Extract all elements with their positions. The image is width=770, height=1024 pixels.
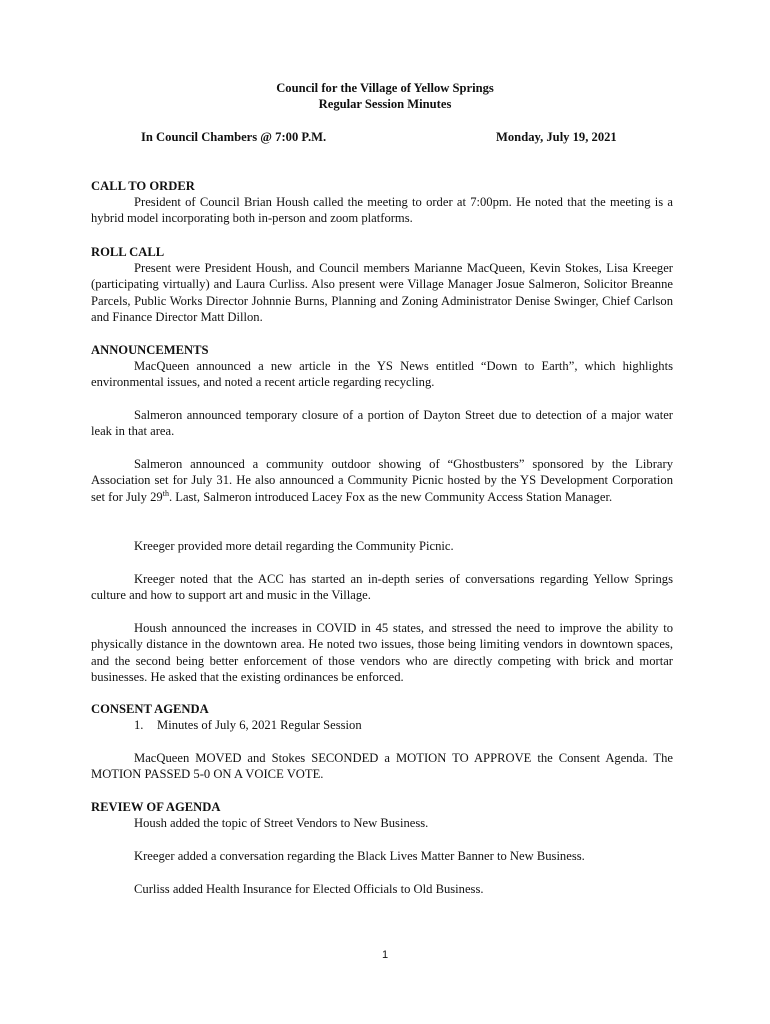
review-agenda-text-3: Curliss added Health Insurance for Elected Officials to Old Business. — [134, 882, 484, 896]
list-item-text: Minutes of July 6, 2021 Regular Session — [157, 718, 362, 732]
document-subtitle: Regular Session Minutes — [318, 97, 452, 111]
announcement-text-2: Salmeron announced temporary closure of a portion of Dayton Street due to detection of a major water leak in that area. — [91, 408, 673, 439]
document-title: Council for the Village of Yellow Springs — [276, 81, 494, 95]
roll-call-paragraph — [91, 260, 673, 325]
review-agenda-text-1: Housh added the topic of Street Vendors to New Business. — [134, 816, 429, 830]
call-to-order-text: President of Council Brian Housh called the meeting to order at 7:00pm. He noted that the meeting is a hybrid model incorporating both in-person and zoom platforms. — [91, 195, 673, 226]
announcement-text-5: Kreeger noted that the ACC has started an in-depth series of conversations regarding Yellow Springs culture and how to support art and music in the Village. — [91, 572, 673, 603]
section-heading-roll-call: ROLL CALL — [91, 245, 165, 259]
ordinal-superscript: th — [162, 488, 169, 498]
meeting-location: In Council Chambers @ 7:00 P.M. — [141, 130, 327, 144]
announcement-paragraph-2 — [91, 407, 673, 440]
announcement-paragraph-3 — [91, 456, 673, 505]
announcement-text-3a: Salmeron announced a community outdoor showing of “Ghostbusters” sponsored by the Library Association set for July 31. He also announced a Community Picnic hosted by the YS Development Corporation set for July 29 — [91, 457, 673, 504]
review-agenda-paragraph-2 — [91, 848, 673, 864]
announcement-paragraph-4 — [91, 538, 673, 554]
announcement-text-1: MacQueen announced a new article in the YS News entitled “Down to Earth”, which highlights environmental issues, and noted a recent article regarding recycling. — [91, 359, 673, 390]
section-heading-call-to-order: CALL TO ORDER — [91, 179, 195, 193]
review-agenda-paragraph-1 — [91, 815, 673, 831]
review-agenda-text-2: Kreeger added a conversation regarding the Black Lives Matter Banner to New Business. — [134, 849, 585, 863]
announcement-text-6: Housh announced the increases in COVID in 45 states, and stressed the need to improve the ability to physically distance in the downtown area. He noted two issues, those being limiting vendors in downtown spaces, and the second being better enforcement of those vendors who are directly competing with brick and mortar businesses. He asked that the existing ordinances be enforced. — [91, 621, 673, 684]
section-heading-consent-agenda: CONSENT AGENDA — [91, 702, 209, 716]
section-heading-announcements: ANNOUNCEMENTS — [91, 343, 209, 357]
consent-agenda-item-1 — [134, 717, 362, 733]
announcement-paragraph-1 — [91, 358, 673, 391]
roll-call-text: Present were President Housh, and Council members Marianne MacQueen, Kevin Stokes, Lisa Kreeger (participating virtually) and Laura Curliss. Also present were Village Manager Josue Salmeron, Solicitor Breanne Parcels, Public Works Director Johnnie Burns, Planning and Zoning Administrator Denise Swinger, Chief Carlson and Finance Director Matt Dillon. — [91, 261, 673, 324]
consent-agenda-motion-text: MacQueen MOVED and Stokes SECONDED a MOTION TO APPROVE the Consent Agenda. The MOTION PASSED 5-0 ON A VOICE VOTE. — [91, 751, 673, 782]
announcement-paragraph-5 — [91, 571, 673, 604]
page-number: 1 — [381, 949, 389, 961]
announcement-text-3b: . Last, Salmeron introduced Lacey Fox as the new Community Access Station Manager. — [168, 489, 613, 504]
list-number: 1. — [134, 718, 144, 732]
review-agenda-paragraph-3 — [91, 881, 673, 897]
announcement-text-4: Kreeger provided more detail regarding the Community Picnic. — [134, 539, 454, 553]
announcement-paragraph-6 — [91, 620, 673, 685]
section-heading-review-of-agenda: REVIEW OF AGENDA — [91, 800, 221, 814]
call-to-order-paragraph — [91, 194, 673, 227]
consent-agenda-motion — [91, 750, 673, 783]
meeting-date: Monday, July 19, 2021 — [496, 130, 617, 144]
